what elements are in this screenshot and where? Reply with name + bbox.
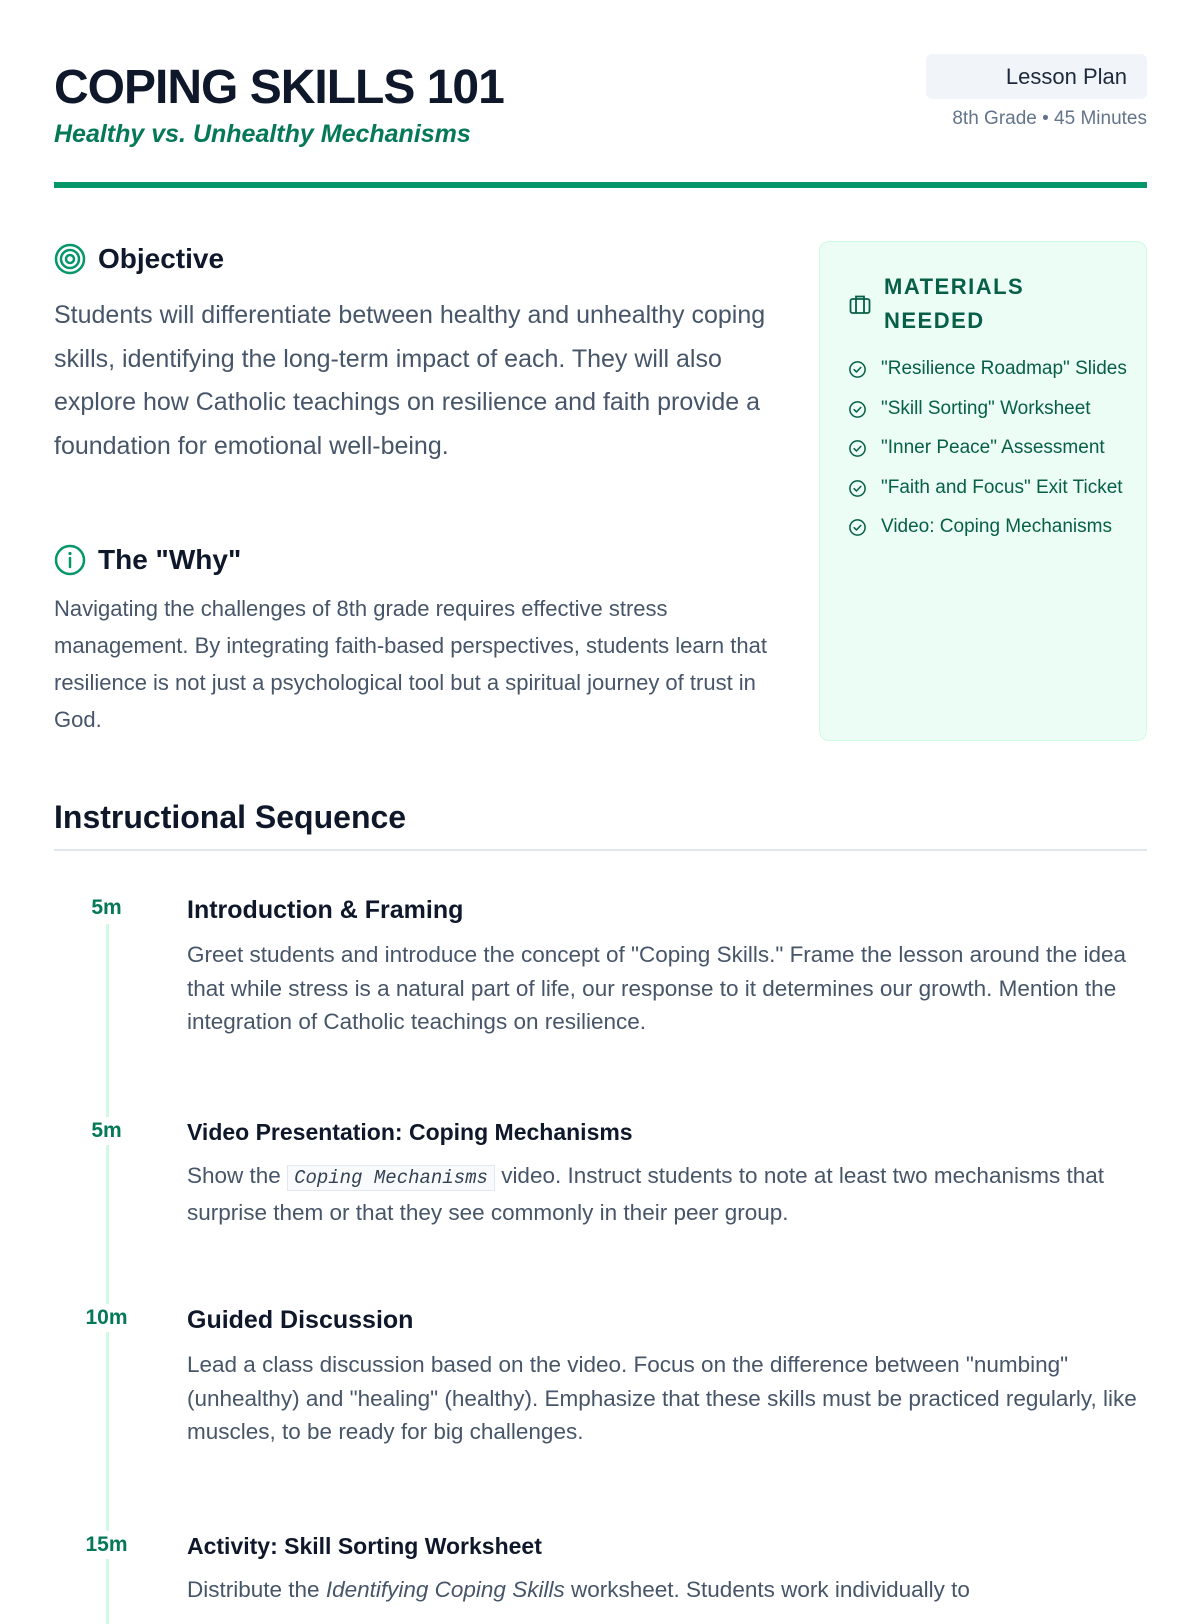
page-subtitle: Healthy vs. Unhealthy Mechanisms: [54, 120, 471, 148]
materials-heading: [848, 270, 1054, 338]
timeline-line: [106, 924, 109, 1624]
grade-duration-meta: 8th Grade • 45 Minutes: [952, 108, 1147, 129]
step-description: Greet students and introduce the concept of "Coping Skills." Frame the lesson around the idea that while stress is a natural part of life, our response to it determines our growth. Mention the integration of Catholic teachings on resilience.: [187, 942, 1127, 1034]
step-description-start: Show the: [187, 1163, 281, 1188]
step-title: Guided Discussion: [187, 1306, 414, 1334]
worksheet-title: Identifying Coping Skills: [325, 1577, 565, 1602]
materials-list: [848, 356, 1128, 554]
check-circle-icon: [848, 439, 867, 458]
sequence-title: Instructional Sequence: [54, 799, 407, 835]
why-title: The "Why": [98, 544, 242, 575]
step-description-start: Distribute the: [187, 1577, 320, 1602]
step-description: [187, 1573, 1147, 1607]
target-icon: [54, 243, 86, 275]
step-duration: 15m: [54, 1531, 159, 1559]
material-item: [848, 475, 1128, 502]
header: [54, 54, 1147, 184]
step-description: [187, 1159, 1147, 1229]
step-title: Activity: Skill Sorting Worksheet: [187, 1533, 542, 1559]
materials-panel: [819, 241, 1147, 741]
page-title: COPING SKILLS 101: [54, 61, 504, 114]
info-icon: [54, 544, 86, 576]
material-label: "Faith and Focus" Exit Ticket: [881, 476, 1123, 498]
material-item: [848, 396, 1128, 423]
check-circle-icon: [848, 400, 867, 419]
step-duration: 5m: [54, 1117, 159, 1145]
material-item: [848, 435, 1128, 462]
objective-text: Students will differentiate between healthy and unhealthy coping skills, identifying the long-term impact of each. They will also explore how Catholic teachings on resilience and faith provide a foundation for emotional well-being.: [54, 301, 766, 460]
step-duration: 5m: [54, 894, 159, 922]
check-circle-icon: [848, 360, 867, 379]
lesson-plan-badge: Lesson Plan: [926, 54, 1147, 99]
video-title-code: Coping Mechanisms: [287, 1165, 495, 1191]
materials-title: MATERIALS NEEDED: [884, 274, 1025, 333]
step-title: Video Presentation: Coping Mechanisms: [187, 1119, 633, 1145]
material-label: Video: Coping Mechanisms: [881, 516, 1112, 537]
objective-heading: [54, 243, 224, 275]
step-description-end: video. Instruct students to note at least two mechanisms that surprise them or that they see commonly in their peer group.: [187, 1163, 1104, 1225]
sequence-divider: [54, 849, 1147, 851]
step-title: Introduction & Framing: [187, 896, 464, 924]
check-circle-icon: [848, 479, 867, 498]
briefcase-icon: [848, 292, 872, 316]
objective-title: Objective: [98, 243, 225, 274]
material-label: "Resilience Roadmap" Slides: [881, 358, 1127, 379]
material-label: "Inner Peace" Assessment: [881, 437, 1105, 458]
material-item: [848, 514, 1128, 541]
step-duration: 10m: [54, 1304, 159, 1332]
header-divider: [54, 182, 1147, 188]
material-item: [848, 356, 1128, 383]
check-circle-icon: [848, 518, 867, 537]
why-heading: [54, 544, 241, 576]
step-description: Lead a class discussion based on the video. Focus on the difference between "numbing" (unhealthy) and "healing" (healthy). Emphasize that these skills must be practiced regularly, like muscles, to be ready for big challenges.: [187, 1352, 1137, 1444]
why-text: Navigating the challenges of 8th grade requires effective stress management. By integrating faith-based perspectives, students learn that resilience is not just a psychological tool but a spiritual journey of trust in God.: [54, 596, 767, 732]
material-label: "Skill Sorting" Worksheet: [881, 397, 1091, 419]
step-description-end: worksheet. Students work individually to: [570, 1577, 970, 1602]
lesson-plan-page: [54, 0, 1147, 1600]
